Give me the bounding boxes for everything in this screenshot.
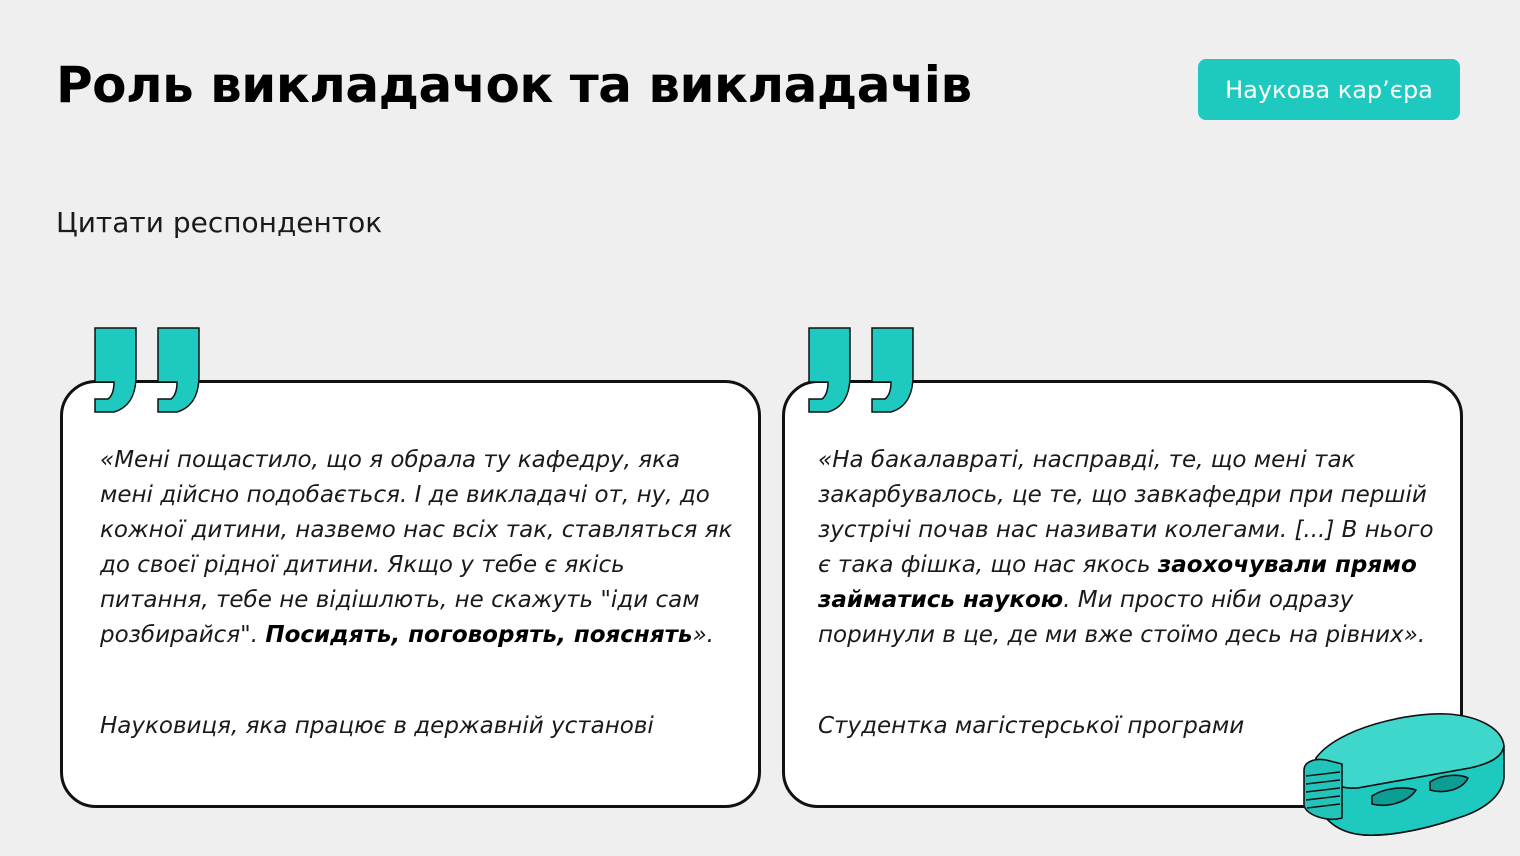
quote-text-part: ». — [692, 622, 714, 648]
section-subtitle: Цитати респонденток — [56, 206, 383, 239]
decorative-shape-icon — [1298, 706, 1510, 842]
quote-text-part: . Ми просто ніби одразу поринули в це, де ми вже стоїмо десь на рівних». — [818, 587, 1426, 648]
quote-text — [818, 443, 1438, 653]
page-title: Роль викладачок та викладачів — [56, 56, 972, 114]
quote-author: Студентка магістерської програми — [818, 713, 1245, 739]
quote-author: Науковиця, яка працює в державній установі — [100, 713, 654, 739]
quote-mark-icon — [92, 326, 204, 414]
quote-text-part: «На бакалавраті, насправді, те, що мені так закарбувалось, це те, що завкафедри при першій зустрічі почав нас називати колегами. [...] В нього є така фішка, що нас якось — [818, 447, 1434, 578]
quote-card-left — [60, 380, 761, 808]
quote-mark-icon — [806, 326, 918, 414]
quote-text-part: «Мені пощастило, що я обрала ту кафедру, яка мені дійсно подобається. І де викладачі от, ну, до кожної дитини, назвемо нас всіх так, ставляться як до своєї рідної дитини. Якщо у тебе є якісь питання, тебе не відішлють, не скажуть "іди сам розбирайся". — [100, 447, 733, 648]
quote-highlight: Посидять, поговорять, пояснять — [265, 622, 693, 648]
category-tag: Наукова кар’єра — [1198, 59, 1460, 120]
quote-highlight: заохочували прямо займатись наукою — [818, 552, 1417, 613]
quote-text — [100, 443, 740, 653]
